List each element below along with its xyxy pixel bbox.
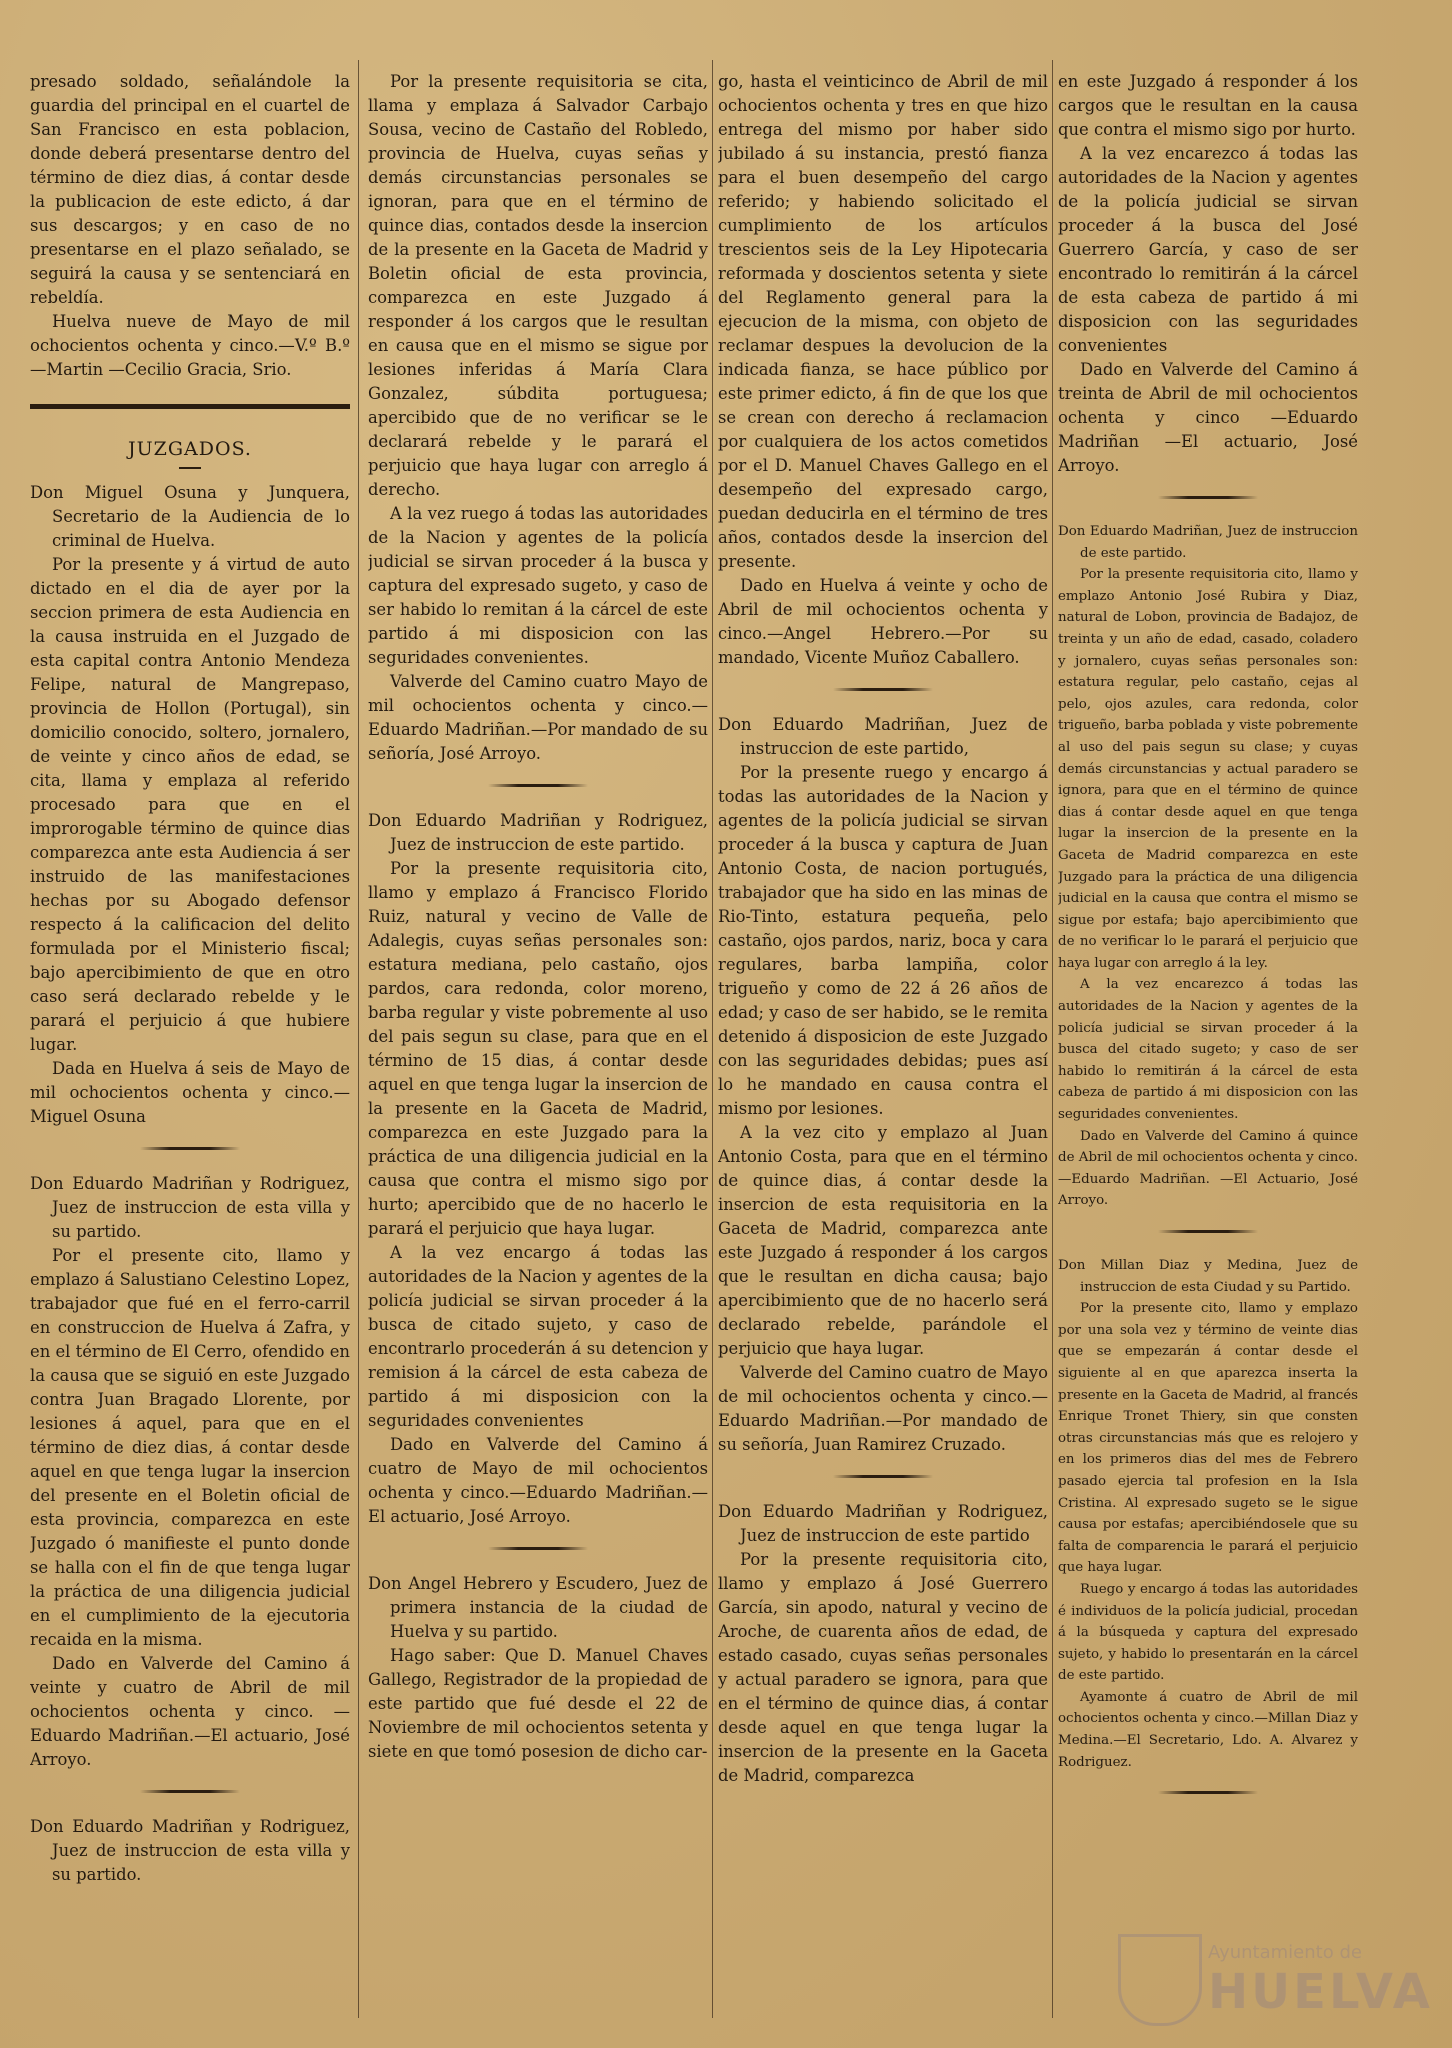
edict-body: go, hasta el veinticinco de Abril de mil ochocientos ochenta y tres en que hizo entrega del mismo por haber sido jubilado á su instancia, prestó fianza para el buen desempeño del cargo referido; y habiendo solicitado el cumplimiento de los artículos trescientos seis de la Ley Hipotecaria reformada y doscientos setenta y siete del Reglamento general para la ejecucion de la misma, con objeto de reclamar despues la devolucion de la indicada fianza, se hace público por este primer edicto, á fin de que los que se crean con derecho á reclamacion por cualquiera de los actos cometidos por el D. Manuel Chaves Gallego en el desempeño del expresado cargo, puedan deducirla en el término de tres años, contados desde la insercion del presente. xyxy=(718,72,1048,571)
ornament-divider xyxy=(1158,496,1258,499)
edict-header: Don Millan Diaz y Medina, Juez de instruccion de esta Ciudad y su Partido. xyxy=(1058,1258,1358,1295)
column-2 xyxy=(368,70,708,2028)
edict-body: A la vez ruego á todas las autoridades de la Nacion y agentes de la policía judicial se sirvan proceder á la busca y captura del expresado sugeto, y caso de ser habido lo remitan á la cárcel de este partido á mi disposicion con las seguridades convenientes. xyxy=(368,504,708,667)
edict-signature: Dado en Huelva á veinte y ocho de Abril de mil ochocientos ochenta y cinco.—Angel Hebrero.—Por su mandado, Vicente Muñoz Caballero. xyxy=(718,576,1048,667)
edict-header: Don Eduardo Madriñan, Juez de instruccion de este partido, xyxy=(718,715,1048,758)
column-rule xyxy=(712,60,713,2018)
section-heading: JUZGADOS. xyxy=(128,438,252,460)
edict-header: Don Eduardo Madriñan y Rodriguez, Juez de instruccion de esta villa y su partido. xyxy=(30,1817,350,1884)
column-4 xyxy=(1058,70,1358,2028)
edict-body: Por la presente requisitoria cito, llamo y emplazo á Francisco Florido Ruiz, natural y vecino de Valle de Adalegis, cuyas señas personales son: estatura mediana, pelo castaño, ojos pardos, cara redonda, color moreno, barba regular y viste pobremente al uso del pais segun su clase, para que en el término de 15 dias, á contar desde aquel en que tenga lugar la insercion de la presente en la Gaceta de Madrid, comparezca en este Juzgado para la práctica de una diligencia judicial en la causa que contra el mismo sigo por hurto; apercibido que de no hacerlo le parará el perjuicio que haya lugar. xyxy=(368,859,708,1238)
edict-header: Don Eduardo Madriñan y Rodriguez, Juez de instruccion de este partido xyxy=(718,1502,1048,1545)
city-shield-icon xyxy=(1118,1934,1202,2026)
edict-header: Don Angel Hebrero y Escudero, Juez de primera instancia de la ciudad de Huelva y su partido. xyxy=(368,1574,708,1641)
edict-body: en este Juzgado á responder á los cargos que le resultan en la causa que contra el mismo sigo por hurto. xyxy=(1058,72,1358,139)
continued-text: presado soldado, señalándole la guardia del principal en el cuartel de San Francisco en esta poblacion, donde deberá presentarse dentro del término de diez dias, á contar desde la publicacion de este edicto, á dar sus descargos; y en caso de no presentarse en el plazo señalado, se seguirá la causa y se sentenciará en rebeldía. xyxy=(30,72,350,307)
section-divider xyxy=(30,404,350,409)
edict-signature: Dada en Huelva á seis de Mayo de mil ochocientos ochenta y cinco.—Miguel Osuna xyxy=(30,1059,350,1126)
ornament-divider xyxy=(1158,1791,1258,1794)
watermark-title: HUELVA xyxy=(1208,1964,1433,2020)
edict-body: Hago saber: Que D. Manuel Chaves Gallego, Registrador de la propiedad de este partido que fué desde el 22 de Noviembre de mil ochocientos setenta y siete en que tomó posesion de dicho car- xyxy=(368,1646,708,1761)
edict-body: A la vez encarezco á todas las autoridades de la Nacion y agentes de la policía judicial se sirvan proceder á la busca del José Guerrero García, y caso de ser encontrado lo remitirán á la cárcel de esta cabeza de partido á mi disposicion con las seguridades convenientes xyxy=(1058,144,1358,355)
ornament-divider xyxy=(833,1475,933,1478)
column-rule xyxy=(1052,60,1053,2018)
edict-signature: Dado en Valverde del Camino á cuatro de Mayo de mil ochocientos ochenta y cinco.—Eduardo Madriñan.—El actuario, José Arroyo. xyxy=(368,1435,708,1526)
column-3 xyxy=(718,70,1048,2028)
edict-body: Por la presente requisitoria cito, llamo y emplazo á José Guerrero García, sin apodo, natural y vecino de Aroche, de cuarenta años de edad, de estado casado, cuyas señas personales y actual paradero se ignora, para que en el término de quince dias, á contar desde aquel en que tenga lugar la insercion de la presente en la Gaceta de Madrid, comparezca xyxy=(718,1550,1048,1785)
edict-signature: Dado en Valverde del Camino á quince de Abril de mil ochocientos ochenta y cinco.—Eduardo Madriñan. —El Actuario, José Arroyo. xyxy=(1058,1128,1358,1209)
edict-body: A la vez cito y emplazo al Juan Antonio Costa, para que en el término de quince dias, á contar desde la insercion de esta requisitoria en la Gaceta de Madrid, comparezca ante este Juzgado á responder á los cargos que le resultan en dicha causa; bajo apercibimiento que de no hacerlo será declarado rebelde, parándole el perjuicio que haya lugar. xyxy=(718,1123,1048,1358)
edict-signature: Valverde del Camino cuatro de Mayo de mil ochocientos ochenta y cinco.—Eduardo Madriñan.—Por mandado de su señoría, Juan Ramirez Cruzado. xyxy=(718,1363,1048,1454)
edict-body: Por la presente cito, llamo y emplazo por una sola vez y término de veinte dias que se empezarán á contar desde el siguiente al en que aparezca inserta la presente en la Gaceta de Madrid, al francés Enrique Tronet Thiery, sin que consten otras circunstancias más que es relojero y en los primeros dias del mes de Febrero pasado ejercia tal profesion en la Isla Cristina. Al expresado sugeto se le sigue causa por estafas; apercibiéndosele que su falta de comparencia le parará el perjuicio que haya lugar. xyxy=(1058,1301,1358,1576)
edict-body: A la vez encarezco á todas las autoridades de la Nacion y agentes de la policía judicial se sirvan proceder á la busca del citado sugeto; y caso de ser habido lo remitirán á la cárcel de esta cabeza de partido á mi disposicion con las seguridades convenientes. xyxy=(1058,977,1358,1123)
ornament-divider xyxy=(488,1547,588,1550)
archive-watermark xyxy=(1088,1916,1433,2026)
edict-signature: Dado en Valverde del Camino á treinta de Abril de mil ochocientos ochenta y cinco —Eduardo Madriñan —El actuario, José Arroyo. xyxy=(1058,360,1358,475)
edict-header: Don Eduardo Madriñan, Juez de instruccion de este partido. xyxy=(1058,524,1358,561)
ornament-divider xyxy=(140,1147,240,1150)
ornament-divider xyxy=(833,688,933,691)
ornament-divider xyxy=(1158,1230,1258,1233)
edict-signature: Valverde del Camino cuatro Mayo de mil ochocientos ochenta y cinco.—Eduardo Madriñan.—Por mandado de su señoría, José Arroyo. xyxy=(368,672,708,763)
edict-body: Por la presente ruego y encargo á todas las autoridades de la Nacion y agentes de la policía judicial se sirvan proceder á la busca y captura de Juan Antonio Costa, de nacion portugués, trabajador que ha sido en las minas de Rio-Tinto, estatura pequeña, pelo castaño, ojos pardos, nariz, boca y cara regulares, barba lampiña, color trigueño y como de 22 á 26 años de edad; y caso de ser habido, se le remita detenido á disposicion de este Juzgado con las seguridades debidas; pues así lo he mandado en causa contra el mismo por lesiones. xyxy=(718,763,1048,1118)
edict-body: Ruego y encargo á todas las autoridades é individuos de la policía judicial, procedan á la búsqueda y captura del expresado sujeto, y habido lo presentarán en la cárcel de este partido. xyxy=(1058,1581,1358,1684)
edict-header: Don Miguel Osuna y Junquera, Secretario de la Audiencia de lo criminal de Huelva. xyxy=(30,483,350,550)
ornament-divider xyxy=(140,1790,240,1793)
edict-body: Por la presente requisitoria cito, llamo y emplazo Antonio José Rubira y Diaz, natural de Lobon, provincia de Badajoz, de treinta y un año de edad, casado, coladero y jornalero, cuyas señas personales son: estatura regular, pelo castaño, cejas al pelo, ojos azules, cara redonda, color trigueño, barba poblada y viste pobremente al uso del pais segun su clase; y cuyas demás circunstancias y actual paradero se ignora, para que en el término de quince dias á contar desde aquel en que tenga lugar la insercion de la presente en la Gaceta de Madrid comparezca en este Juzgado para la práctica de una diligencia judicial en la causa que contra el mismo se sigue por estafa; bajo apercibimiento que de no verificar lo le parará el perjuicio que haya lugar con arreglo á la ley. xyxy=(1058,567,1358,971)
edict-body: Por la presente requisitoria se cita, llama y emplaza á Salvador Carbajo Sousa, vecino de Castaño del Robledo, provincia de Huelva, cuyas señas y demás circunstancias personales se ignoran, para que en el término de quince dias, contados desde la insercion de la presente en la Gaceta de Madrid y Boletin oficial de esta provincia, comparezca en este Juzgado á responder á los cargos que le resultan en causa que en el mismo se sigue por lesiones inferidas á María Clara Gonzalez, súbdita portuguesa; apercibido que de no verificar se le declarará rebelde y le parará el perjuicio que haya lugar con arreglo á derecho. xyxy=(368,72,708,499)
heading-underline xyxy=(179,467,201,469)
edict-header: Don Eduardo Madriñan y Rodriguez, Juez de instruccion de esta villa y su partido. xyxy=(30,1174,350,1241)
watermark-subtitle: Ayuntamiento de xyxy=(1208,1942,1362,1963)
column-1 xyxy=(30,70,350,2028)
column-rule xyxy=(358,60,359,2018)
signature: Huelva nueve de Mayo de mil ochocientos ochenta y cinco.—V.º B.º—Martin —Cecilio Gracia, Srio. xyxy=(30,312,350,379)
edict-signature: Dado en Valverde del Camino á veinte y cuatro de Abril de mil ochocientos ochenta y cinco. —Eduardo Madriñan.—El actuario, José Arroyo. xyxy=(30,1654,350,1769)
edict-body: A la vez encargo á todas las autoridades de la Nacion y agentes de la policía judicial se sirvan proceder á la busca de citado sujeto, y caso de encontrarlo procederán á su detencion y remision á la cárcel de esta cabeza de partido á mi disposicion con la seguridades convenientes xyxy=(368,1243,708,1430)
edict-body: Por la presente y á virtud de auto dictado en el dia de ayer por la seccion primera de esta Audiencia en la causa instruida en el Juzgado de esta capital contra Antonio Mendeza Felipe, natural de Mangrepaso, provincia de Hollon (Portugal), sin domicilio conocido, soltero, jornalero, de veinte y cinco años de edad, se cita, llama y emplaza al referido procesado para que en el improrogable término de quince dias comparezca ante esta Audiencia á ser instruido de las manifestaciones hechas por su Abogado defensor respecto á la calificacion del delito formulada por el Ministerio fiscal; bajo apercibimiento de que en otro caso será declarado rebelde y le parará el perjuicio á que hubiere lugar. xyxy=(30,555,350,1054)
edict-signature: Ayamonte á cuatro de Abril de mil ochocientos ochenta y cinco.—Millan Diaz y Medina.—El Secretario, Ldo. A. Alvarez y Rodriguez. xyxy=(1058,1689,1358,1770)
ornament-divider xyxy=(488,784,588,787)
edict-body: Por el presente cito, llamo y emplazo á Salustiano Celestino Lopez, trabajador que fué en el ferro-carril en construccion de Huelva á Zafra, y en el término de El Cerro, ofendido en la causa que se siguió en este Juzgado contra Juan Bragado Llorente, por lesiones á aquel, para que en el término de diez dias, á contar desde aquel en que tenga lugar la insercion del presente en el Boletin oficial de esta provincia, comparezca en este Juzgado ó manifieste el punto donde se halla con el fin de que tenga lugar la práctica de una diligencia judicial en el cumplimiento de la ejecutoria recaida en la misma. xyxy=(30,1246,350,1649)
edict-header: Don Eduardo Madriñan y Rodriguez, Juez de instruccion de este partido. xyxy=(368,811,708,854)
